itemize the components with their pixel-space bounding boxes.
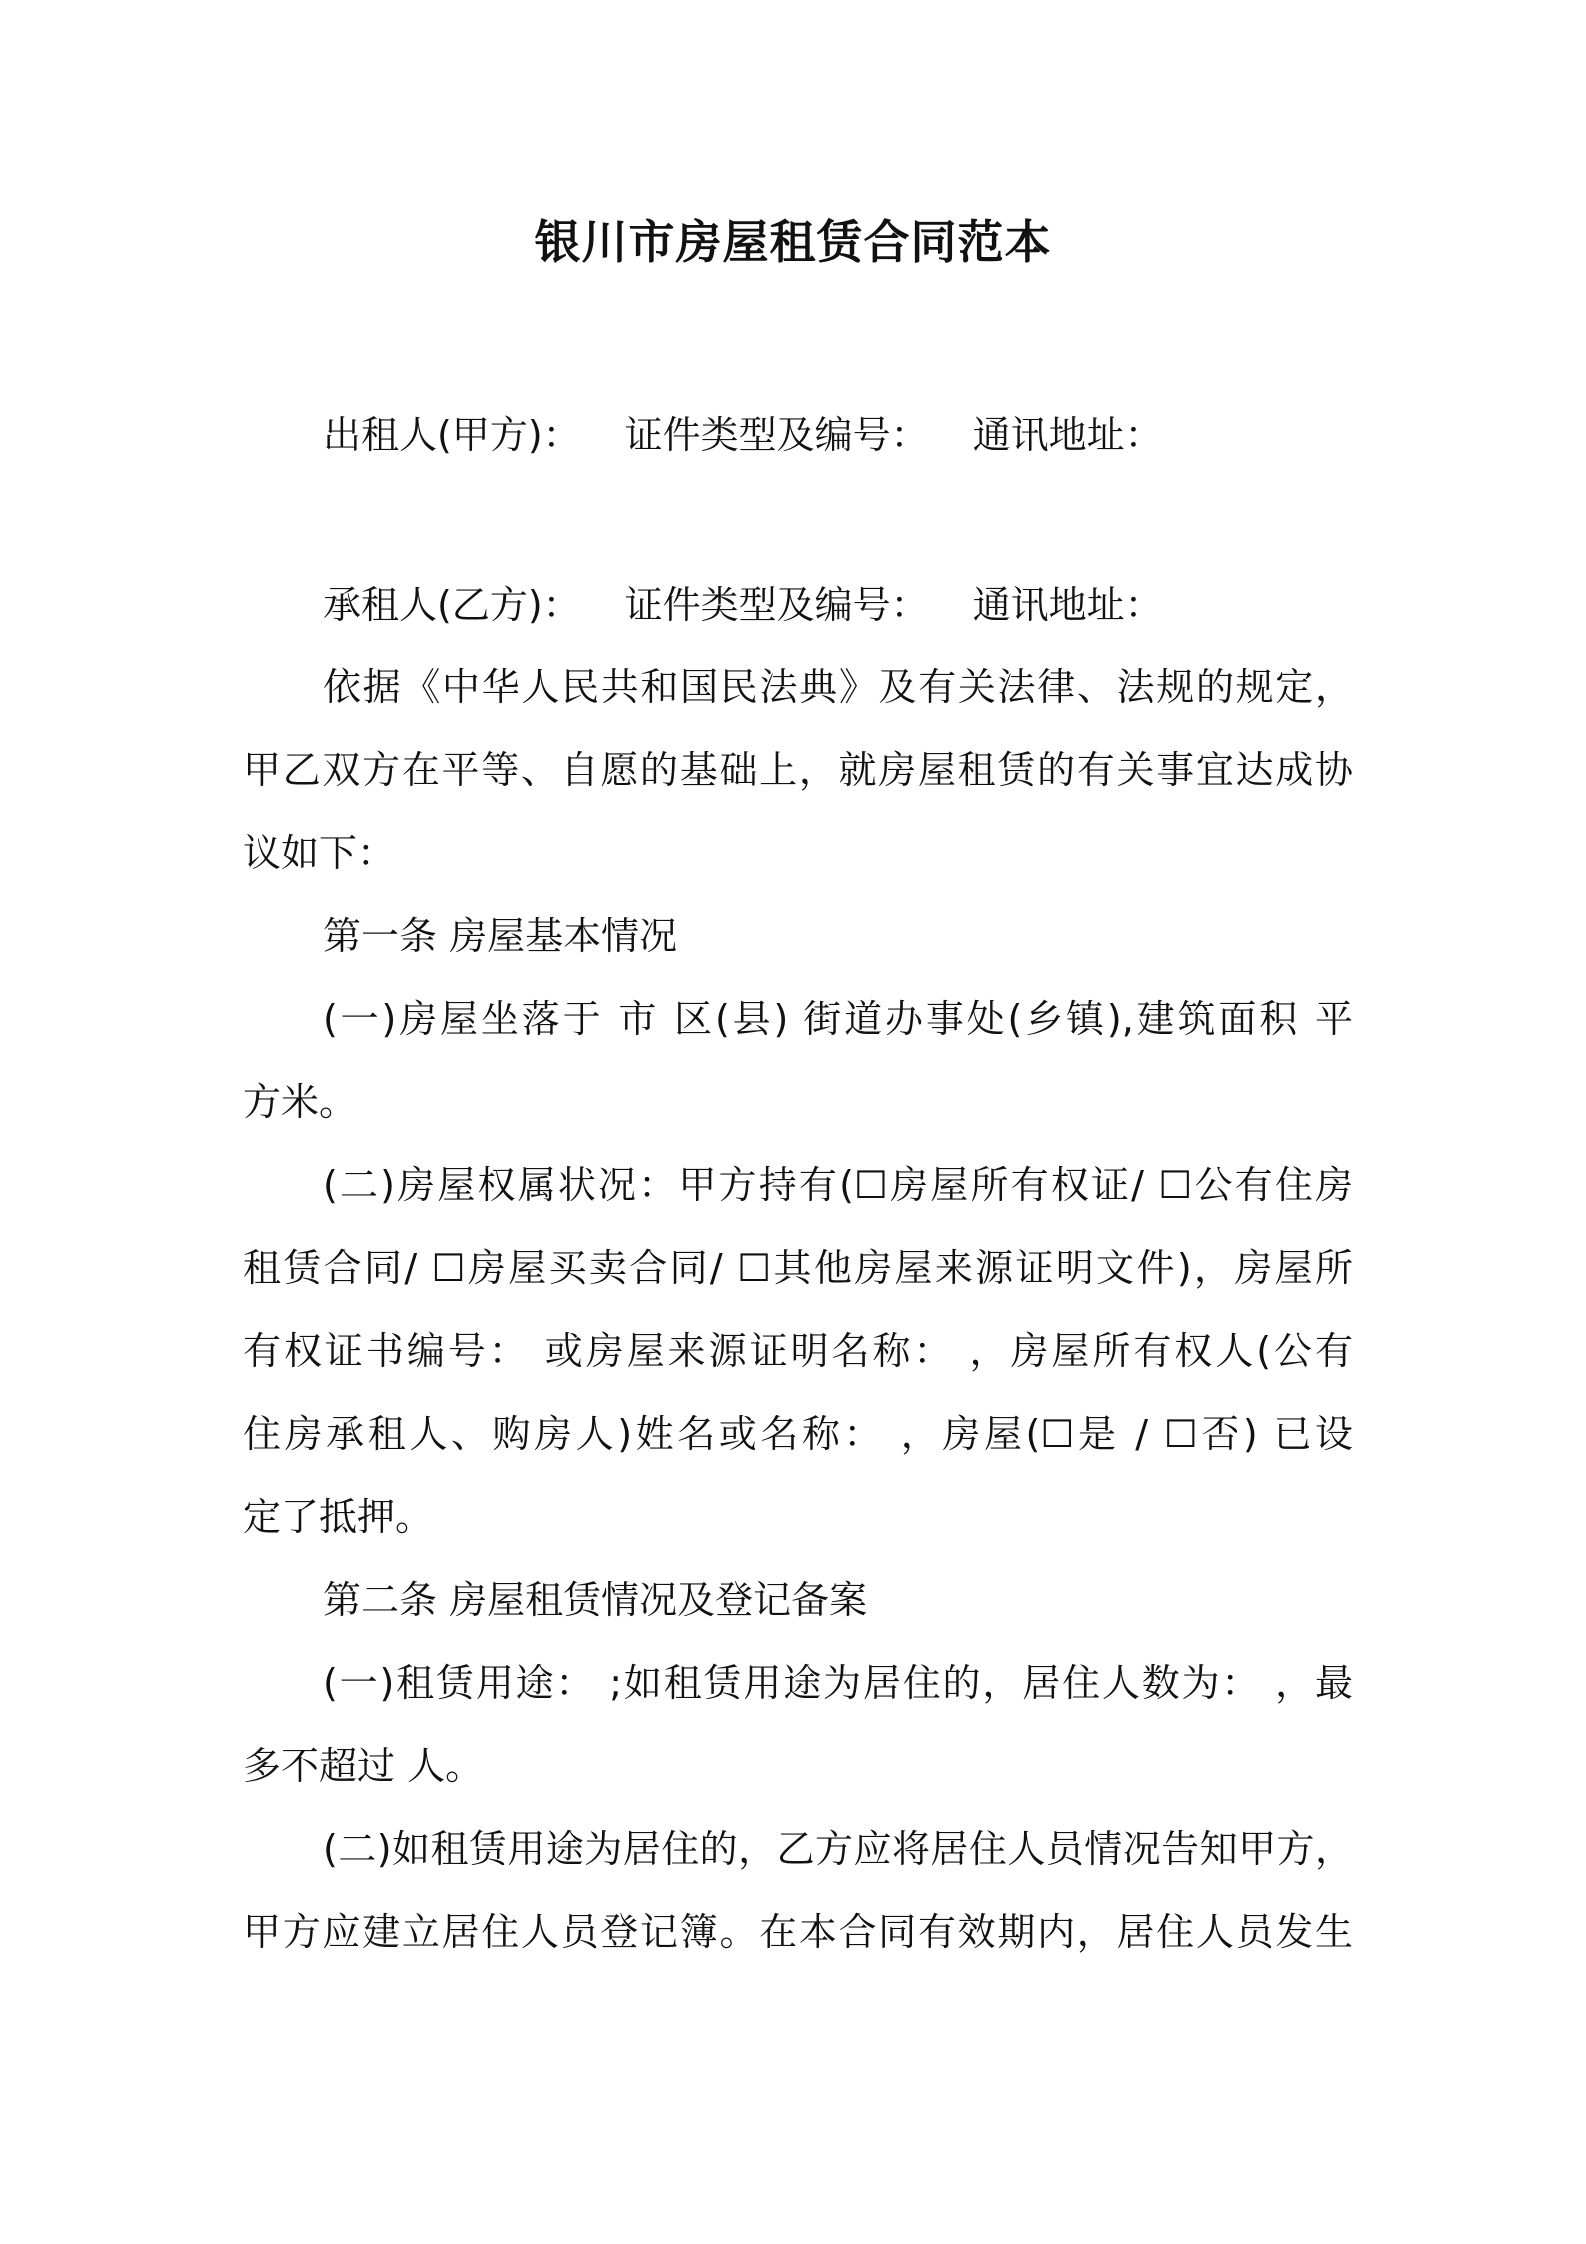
article2-item2-line-2: 甲方应建立居住人员登记簿。在本合同有效期内，居住人员发生 — [243, 1910, 1353, 1954]
article1-item1-line-1: (一)房屋坐落于 市 区(县) 街道办事处(乡镇),建筑面积 平 — [323, 997, 1353, 1041]
article2-item1-line-2: 多不超过 人。 — [243, 1744, 484, 1788]
article1-heading: 第一条 房屋基本情况 — [323, 914, 678, 958]
preamble-line-3: 议如下： — [243, 831, 396, 875]
lessor-address-label: 通讯地址： — [972, 413, 1163, 457]
article1-item2-line-4: 住房承租人、购房人)姓名或名称： ，房屋(☐是 / ☐否) 已设 — [243, 1412, 1353, 1456]
lessor-id-label: 证件类型及编号： — [624, 413, 929, 457]
lessee-id-label: 证件类型及编号： — [624, 583, 929, 627]
article1-item2-line-1: (二)房屋权属状况：甲方持有(☐房屋所有权证/ ☐公有住房 — [323, 1163, 1353, 1207]
document-title: 银川市房屋租赁合同范本 — [534, 215, 1052, 269]
article2-item1-line-1: (一)租赁用途： ;如租赁用途为居住的，居住人数为： ，最 — [323, 1661, 1353, 1705]
article2-item2-line-1: (二)如租赁用途为居住的，乙方应将居住人员情况告知甲方， — [323, 1827, 1353, 1871]
article1-item2-line-2: 租赁合同/ ☐房屋买卖合同/ ☐其他房屋来源证明文件)，房屋所 — [243, 1246, 1353, 1290]
lessor-label: 出租人(甲方)： — [323, 413, 581, 457]
article1-item1-line-2: 方米。 — [243, 1080, 358, 1124]
article1-item2-line-5: 定了抵押。 — [243, 1495, 434, 1539]
lessee-label: 承租人(乙方)： — [323, 583, 581, 627]
preamble-line-2: 甲乙双方在平等、自愿的基础上，就房屋租赁的有关事宜达成协 — [243, 748, 1353, 792]
lessee-address-label: 通讯地址： — [972, 583, 1163, 627]
preamble-line-1: 依据《中华人民共和国民法典》及有关法律、法规的规定， — [323, 665, 1353, 709]
article1-item2-line-3: 有权证书编号： 或房屋来源证明名称： ，房屋所有权人(公有 — [243, 1329, 1353, 1373]
lessor-line — [323, 410, 1353, 460]
article2-heading: 第二条 房屋租赁情况及登记备案 — [323, 1578, 868, 1622]
lessee-line — [323, 580, 1353, 630]
